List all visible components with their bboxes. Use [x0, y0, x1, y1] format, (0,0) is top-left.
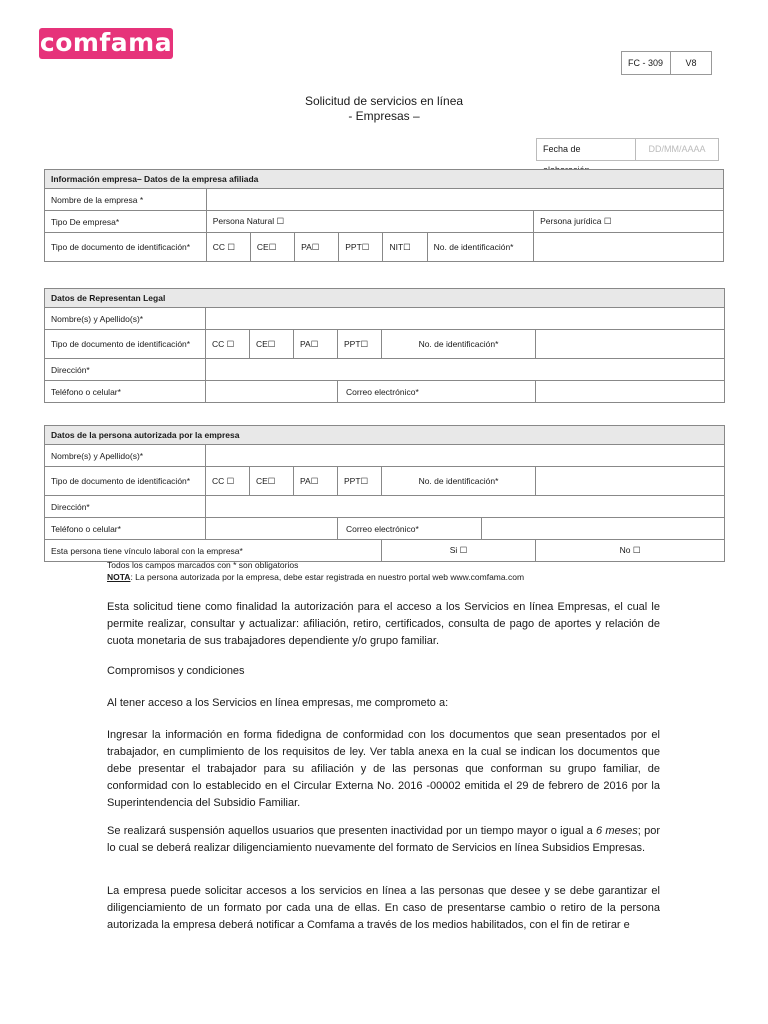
inactivity-period: 6 meses — [596, 825, 638, 837]
ppt-checkbox[interactable]: PPT☐ — [338, 330, 382, 359]
labor-link-yes-checkbox[interactable]: Si ☐ — [382, 540, 536, 562]
commitment-paragraph-2: Se realizará suspensión aquellos usuarios que presenten inactividad por un tiempo mayor o igual a 6 meses; por lo cual se deberá realizar diligenciamiento nuevamente del formato de Servicios en línea Subsidios Empresas. — [107, 825, 660, 854]
required-note: Todos los campos marcados con * son obligatorios — [107, 560, 299, 570]
commitment-paragraph-3: La empresa puede solicitar accesos a los servicios en línea a las personas que desee y se debe garantizar el diligenciamiento de un formato por cada una de ellas. En caso de presentarse cambio o retiro de la persona autorizada la empresa deberá notificar a Comfama a través de los medios habilitados, con el fin de retirar e — [107, 885, 660, 931]
phone-input[interactable] — [206, 381, 338, 403]
id-number-input[interactable] — [534, 233, 724, 262]
date-label: Fecha de — [537, 139, 636, 160]
form-version: V8 — [685, 58, 697, 68]
pa-checkbox[interactable]: PA☐ — [294, 330, 338, 359]
labor-link-no-checkbox[interactable]: No ☐ — [536, 540, 725, 562]
page-subtitle: - Empresas – — [348, 109, 420, 123]
nit-checkbox[interactable]: NIT☐ — [383, 233, 427, 262]
address-input[interactable] — [206, 496, 725, 518]
phone-label: Teléfono o celular* — [45, 518, 206, 540]
name-label: Nombre(s) y Apellido(s)* — [45, 308, 206, 330]
address-label: Dirección* — [45, 359, 206, 381]
authorized-person-table — [44, 425, 725, 562]
pa-checkbox[interactable]: PA☐ — [295, 233, 339, 262]
natural-person-checkbox[interactable]: Persona Natural ☐ — [206, 211, 533, 233]
name-input[interactable] — [206, 445, 725, 467]
section-title: Datos de la persona autorizada por la empresa — [45, 426, 725, 445]
date-field[interactable]: DD/MM/AAAA — [648, 144, 706, 154]
doc-type-label: Tipo de documento de identificación* — [45, 330, 206, 359]
email-label: Correo electrónico* — [338, 381, 536, 403]
phone-label: Teléfono o celular* — [45, 381, 206, 403]
phone-input[interactable] — [206, 518, 338, 540]
nota-label: NOTA — [107, 572, 131, 582]
cc-checkbox[interactable]: CC ☐ — [206, 330, 250, 359]
commitment-intro: Al tener acceso a los Servicios en línea empresas, me comprometo a: — [107, 697, 449, 709]
ppt-checkbox[interactable]: PPT☐ — [339, 233, 383, 262]
ce-checkbox[interactable]: CE☐ — [250, 467, 294, 496]
doc-type-label: Tipo de documento de identificación* — [45, 467, 206, 496]
email-label: Correo electrónico* — [338, 518, 482, 540]
nota — [107, 571, 524, 583]
company-name-label: Nombre de la empresa * — [45, 189, 207, 211]
form-code-box — [621, 51, 712, 75]
company-name-input[interactable] — [206, 189, 723, 211]
id-number-input[interactable] — [536, 330, 725, 359]
ce-checkbox[interactable]: CE☐ — [250, 233, 294, 262]
section-title: Información empresa– Datos de la empresa afiliada — [45, 170, 724, 189]
form-code: FC - 309 — [622, 52, 671, 74]
intro-paragraph: Esta solicitud tiene como finalidad la autorización para el acceso a los Servicios en línea Empresas, el cual le permite realizar, consultar y actualizar: afiliación, retiro, certificados, consulta de pago de aportes y relación de cuota monetaria de sus trabajadores dependiente y/o grupo familiar. — [107, 601, 660, 647]
commitments-heading: Compromisos y condiciones — [107, 665, 245, 677]
page-title: Solicitud de servicios en línea — [304, 94, 464, 108]
address-label: Dirección* — [45, 496, 206, 518]
date-row — [536, 138, 719, 161]
id-number-label: No. de identificación* — [427, 233, 533, 262]
address-input[interactable] — [206, 359, 725, 381]
legal-person-checkbox[interactable]: Persona jurídica ☐ — [534, 211, 724, 233]
commitment-paragraph-1: Ingresar la información en forma fidedigna de conformidad con los documentos que sean presentados por el trabajador, en cumplimiento de los requisitos de ley. Ver tabla anexa en la cual se indican los documentos que debe presentar el trabajador para su afiliación y de las personas que conforman su grupo familiar, de conformidad con lo establecido en el Circular Externa No. 2016 -00002 emitida el 29 de febrero de 2016 por la Superintendencia del Subsidio Familiar. — [107, 729, 660, 809]
comfama-logo: comfama — [39, 28, 173, 57]
name-input[interactable] — [206, 308, 725, 330]
ce-checkbox[interactable]: CE☐ — [250, 330, 294, 359]
doc-type-label: Tipo de documento de identificación* — [45, 233, 207, 262]
ppt-checkbox[interactable]: PPT☐ — [338, 467, 382, 496]
company-type-label: Tipo De empresa* — [45, 211, 207, 233]
nota-text: : La persona autorizada por la empresa, debe estar registrada en nuestro portal web www.comfama.com — [130, 572, 525, 582]
cc-checkbox[interactable]: CC ☐ — [206, 467, 250, 496]
id-number-label: No. de identificación* — [382, 330, 536, 359]
section-title: Datos de Representan Legal — [45, 289, 725, 308]
name-label: Nombre(s) y Apellido(s)* — [45, 445, 206, 467]
labor-link-label: Esta persona tiene vínculo laboral con la empresa* — [45, 540, 382, 562]
cc-checkbox[interactable]: CC ☐ — [206, 233, 250, 262]
company-info-table — [44, 169, 724, 262]
email-input[interactable] — [482, 518, 725, 540]
legal-rep-table — [44, 288, 725, 403]
id-number-label: No. de identificación* — [382, 467, 536, 496]
email-input[interactable] — [536, 381, 725, 403]
pa-checkbox[interactable]: PA☐ — [294, 467, 338, 496]
id-number-input[interactable] — [536, 467, 725, 496]
